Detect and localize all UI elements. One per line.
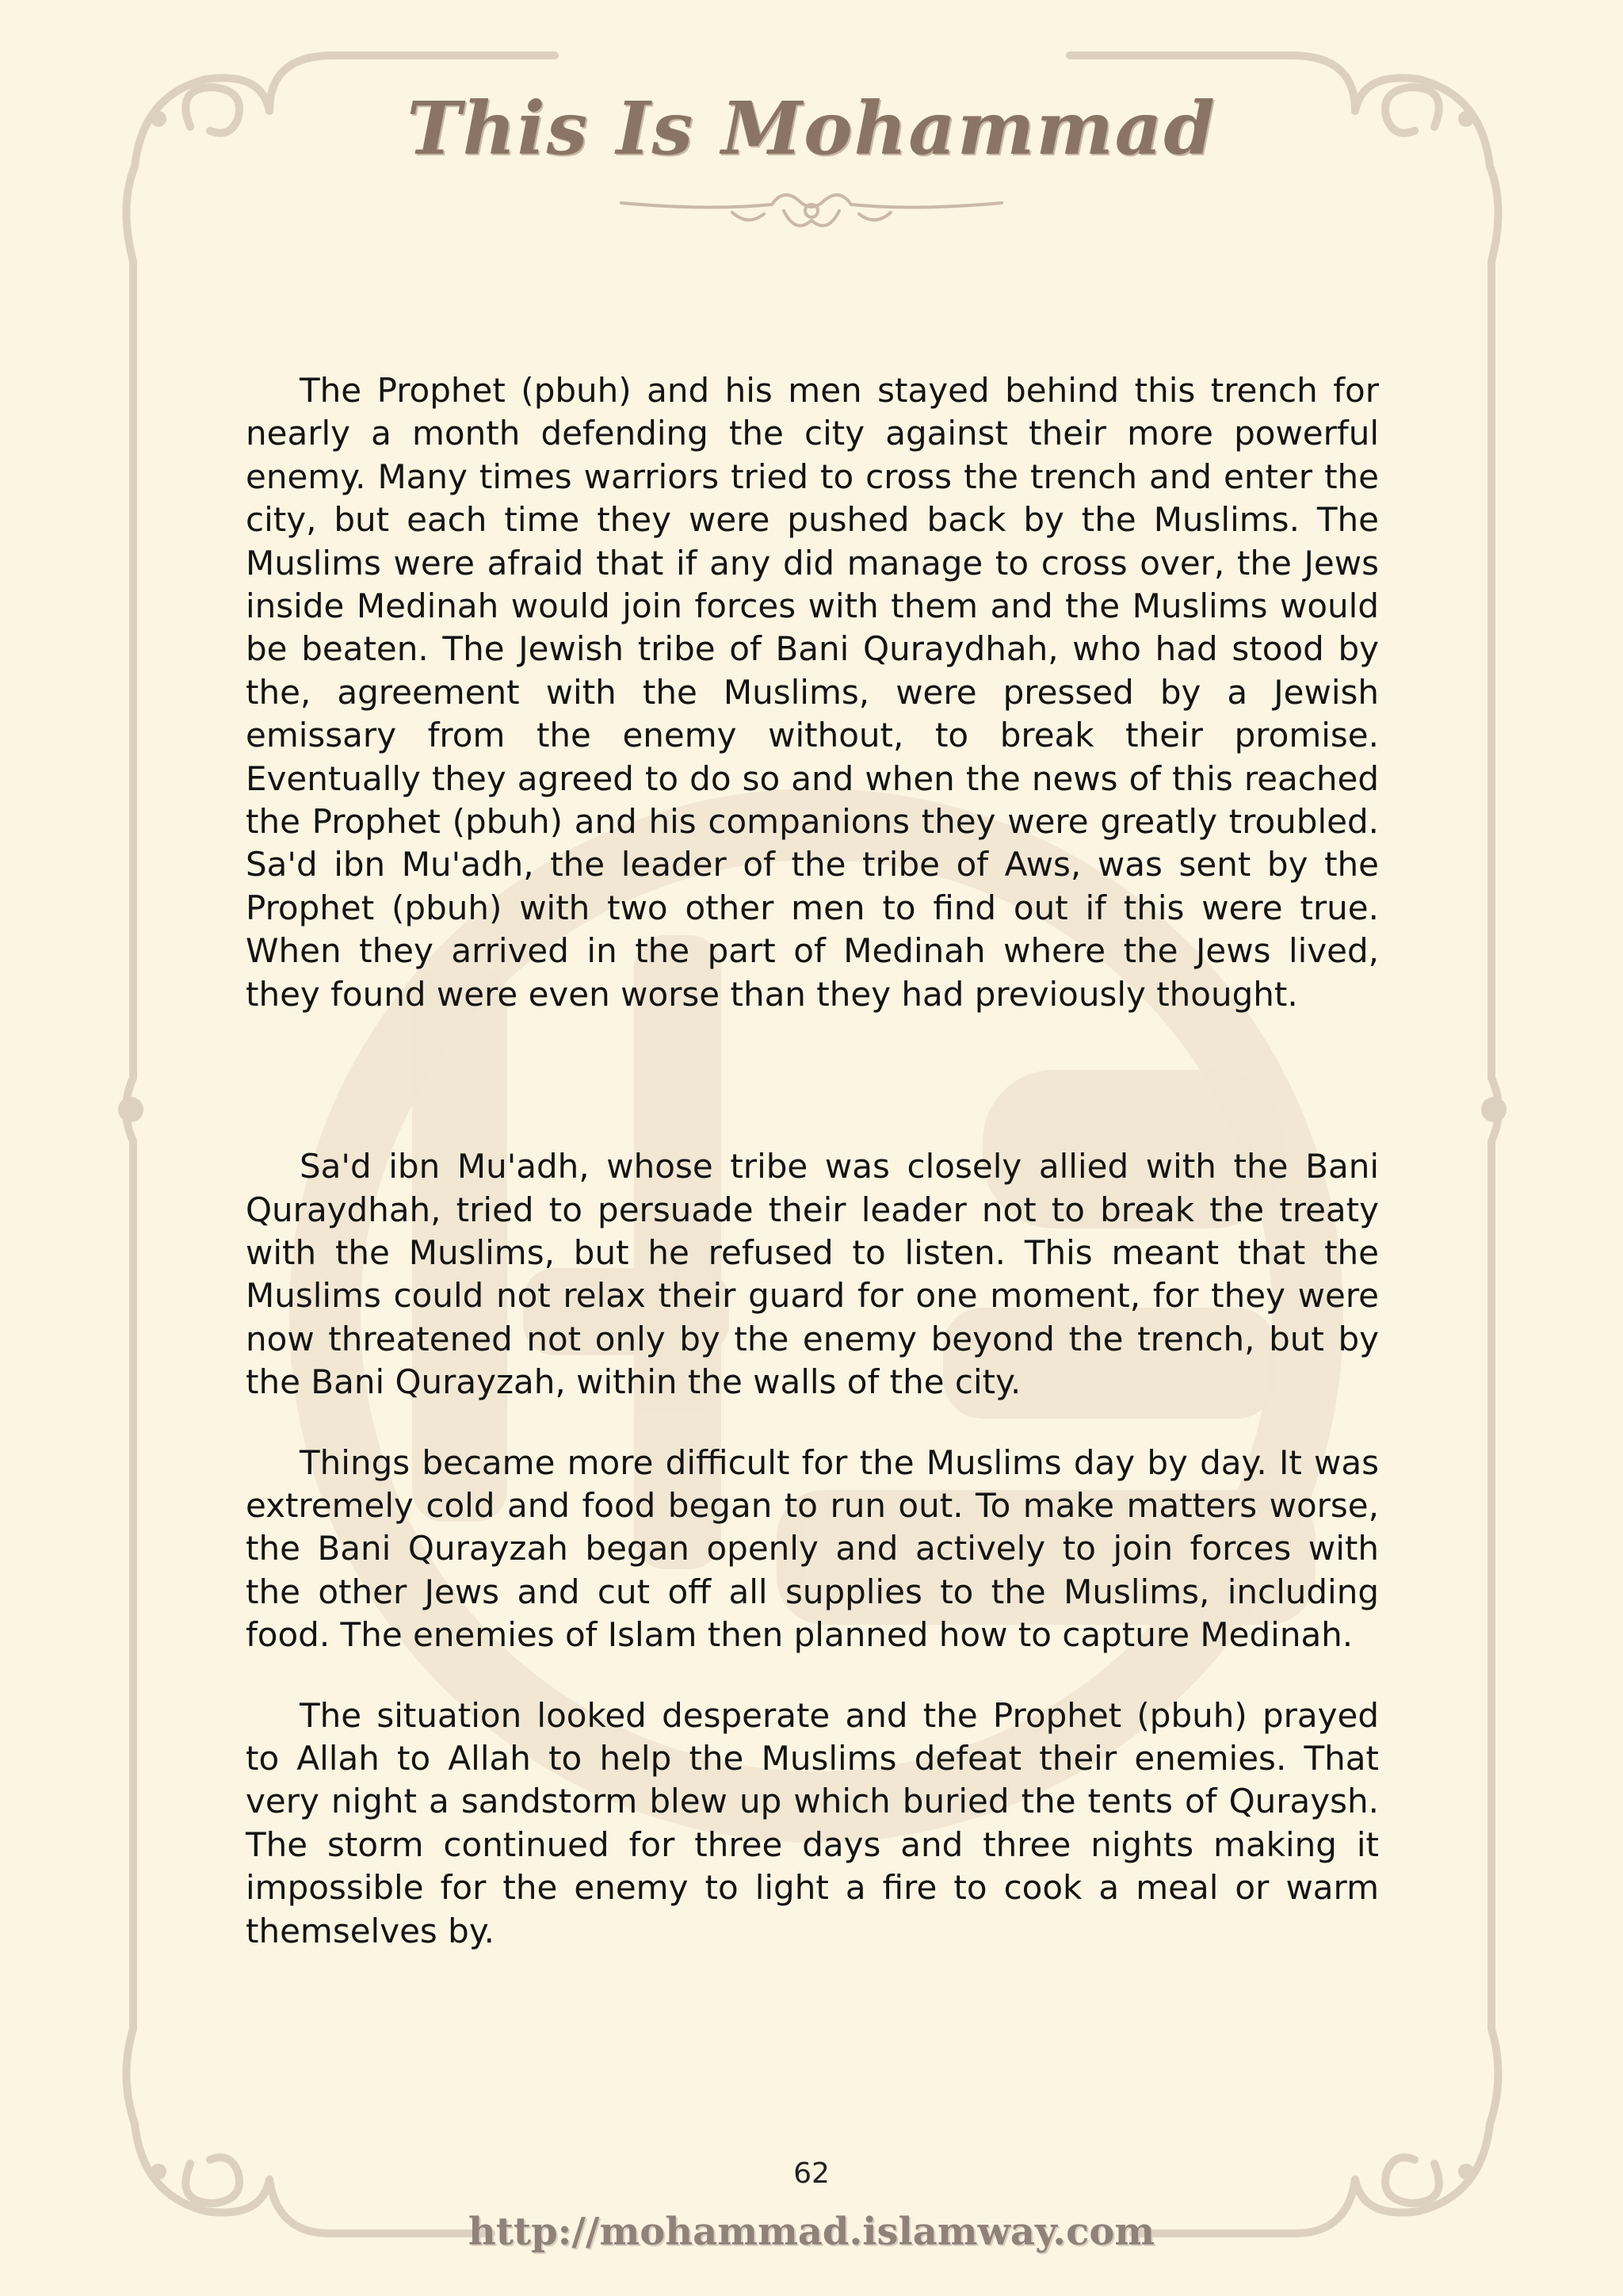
paragraph: Sa'd ibn Mu'adh, whose tribe was closely allied with the Bani Quraydhah, tried to persuade their leader not to break the treaty with the Muslims, but he refused to listen. This meant that the Muslims could not relax their guard for one moment, for they were now threatened not only by the enemy beyond the trench, but by the Bani Qurayzah, within the walls of the city.: [246, 1147, 1379, 1402]
footer-url: http://mohammad.islamway.com: [468, 2210, 1155, 2254]
page-body: [246, 369, 1379, 1953]
page-number: 62: [793, 2157, 830, 2190]
paragraph: The situation looked desperate and the Prophet (pbuh) prayed to Allah to Allah to help the Muslims defeat their enemies. That very night a sandstorm blew up which buried the tents of Quraysh. The storm continued for three days and three nights making it impossible for the enemy to light a fire to cook a meal or warm themselves by.: [246, 1695, 1379, 1950]
paragraph: Things became more difficult for the Muslims day by day. It was extremely cold and food began to run out. To make matters worse, the Bani Qurayzah began openly and actively to join forces with the other Jews and cut off all supplies to the Muslims, including food. The enemies of Islam then planned how to capture Medinah.: [246, 1442, 1379, 1655]
book-title: This Is Mohammad: [407, 86, 1216, 171]
paragraph: The Prophet (pbuh) and his men stayed behind this trench for nearly a month defending the city against their more powerful enemy. Many times warriors tried to cross the trench and enter the city, but each time they were pushed back by the Muslims. The Muslims were afraid that if any did manage to cross over, the Jews inside Medinah would join forces with them and the Muslims would be beaten. The Jewish tribe of Bani Quraydhah, who had stood by the, agreement with the Muslims, were pressed by a Jewish emissary from the enemy without, to break their promise. Eventually they agreed to do so and when the news of this reached the Prophet (pbuh) and his companions they were greatly troubled. Sa'd ibn Mu'adh, the leader of the tribe of Aws, was sent by the Prophet (pbuh) with two other men to find out if this were true. When they arrived in the part of Medinah where the Jews lived, they found were even worse than they had previously thought.: [246, 371, 1379, 1014]
title-ornament-icon: [613, 187, 1010, 243]
